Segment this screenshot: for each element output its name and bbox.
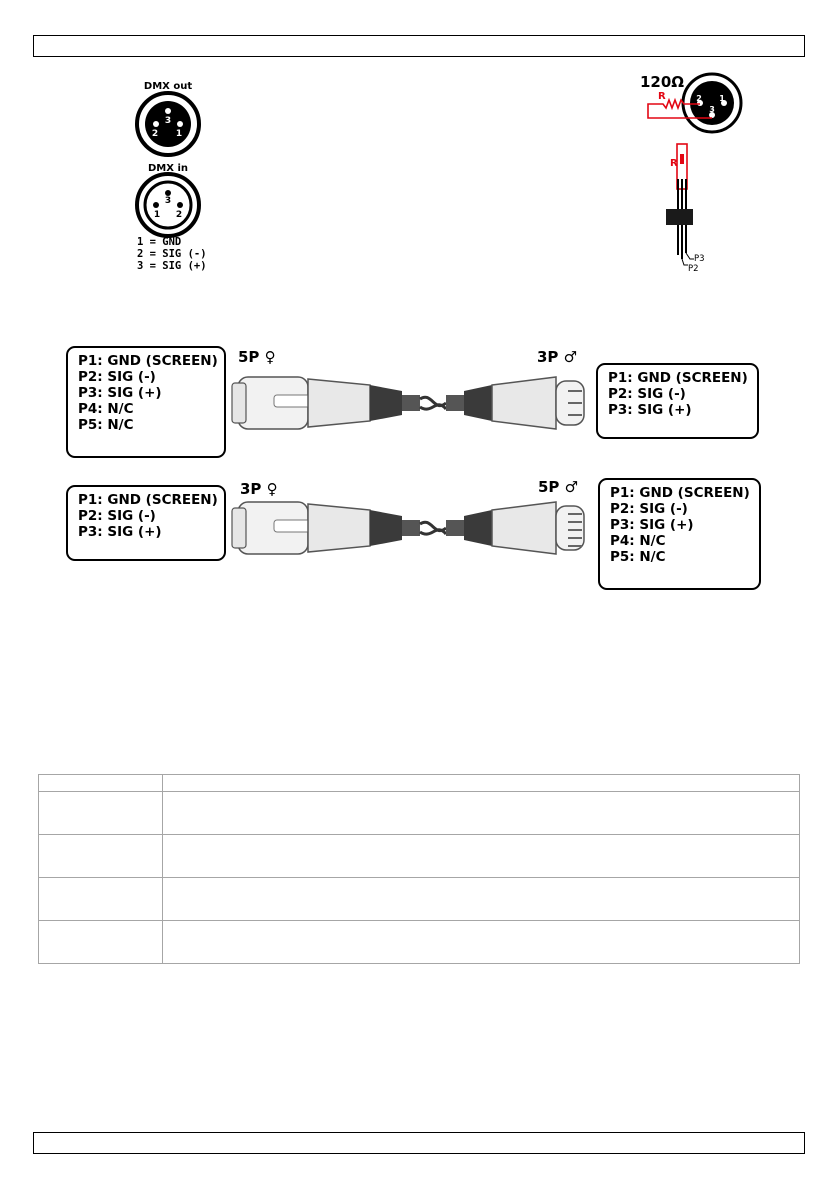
- pin-line: P4: N/C: [610, 533, 666, 549]
- dmx-out-diagram: [128, 78, 208, 158]
- legend-pin-3: 3 = SIG (+): [137, 260, 207, 272]
- page-footer-box: [33, 1132, 805, 1154]
- table-cell: [163, 921, 800, 964]
- cable-2-right-pinout: [598, 478, 761, 590]
- pin-line: P2: SIG (-): [78, 508, 156, 524]
- cable-1-left-connector-label: 5P ♀: [238, 348, 276, 366]
- cable-1-right-pinout: [596, 363, 759, 439]
- terminator-pin-header: [660, 143, 720, 275]
- terminator-pin-1: 1: [719, 94, 725, 103]
- table-cell: [39, 921, 163, 964]
- dmx-out-pin-2: 2: [151, 129, 159, 139]
- dmx-out-pin-3: 3: [164, 116, 172, 126]
- terminator-pin-3: 3: [709, 105, 715, 114]
- pin-line: P1: GND (SCREEN): [78, 353, 218, 369]
- pin-line: P2: SIG (-): [78, 369, 156, 385]
- cable-2-left-pinout: [66, 485, 226, 561]
- cable-1-left-pinout: [66, 346, 226, 458]
- pin-line: P1: GND (SCREEN): [78, 492, 218, 508]
- cable-1-drawing: [220, 355, 610, 450]
- terminator-resistor-label: R: [658, 91, 666, 102]
- table-cell: [39, 835, 163, 878]
- table-row: [39, 921, 800, 964]
- pin-line: P2: SIG (-): [610, 501, 688, 517]
- pin-line: P4: N/C: [78, 401, 134, 417]
- table-cell: [163, 878, 800, 921]
- pin-line: P5: N/C: [610, 549, 666, 565]
- terminator-value: 120Ω: [640, 73, 685, 91]
- spec-table: [38, 774, 800, 964]
- pin-line: P1: GND (SCREEN): [610, 485, 750, 501]
- table-header-row: [39, 775, 800, 792]
- dmx-in-connector-icon: [128, 160, 208, 238]
- table-row: [39, 835, 800, 878]
- dmx-out-label: DMX out: [143, 81, 193, 92]
- legend-pin-1: 1 = GND: [137, 236, 182, 248]
- dmx-in-pin-2: 2: [175, 210, 183, 220]
- pin-label-p2: P2: [688, 264, 699, 274]
- pin-line: P3: SIG (+): [610, 517, 694, 533]
- legend-pin-2: 2 = SIG (-): [137, 248, 207, 260]
- cable-2-left-connector-label: 3P ♀: [240, 480, 278, 498]
- pin-line: P3: SIG (+): [78, 524, 162, 540]
- dmx-out-connector-icon: [128, 78, 208, 158]
- table-row: [39, 878, 800, 921]
- terminator-connector-icon: [636, 70, 746, 136]
- dmx-out-pin-1: 1: [175, 129, 183, 139]
- terminator-diagram: [636, 70, 746, 136]
- pin-line: P3: SIG (+): [78, 385, 162, 401]
- terminator-pin-2: 2: [696, 94, 702, 103]
- cable-2-right-connector-label: 5P ♂: [538, 478, 579, 496]
- table-cell: [163, 835, 800, 878]
- dmx-pin-legend: [137, 236, 207, 272]
- pin-label-p3: P3: [694, 254, 705, 264]
- table-cell: [39, 878, 163, 921]
- pin-line: P1: GND (SCREEN): [608, 370, 748, 386]
- dmx-in-label: DMX in: [148, 163, 188, 174]
- pin-header-resistor-label: R: [670, 158, 678, 169]
- dmx-in-pin-3: 3: [164, 196, 172, 206]
- page-header-box: [33, 35, 805, 57]
- table-cell: [163, 792, 800, 835]
- dmx-in-pin-1: 1: [153, 210, 161, 220]
- xlr-cable-icon: [220, 355, 610, 450]
- table-cell: [163, 775, 800, 792]
- dmx-in-diagram: [128, 160, 208, 238]
- pin-line: P3: SIG (+): [608, 402, 692, 418]
- pin-header-icon: [660, 143, 720, 275]
- pin-line: P2: SIG (-): [608, 386, 686, 402]
- table-cell: [39, 792, 163, 835]
- pin-line: P5: N/C: [78, 417, 134, 433]
- table-row: [39, 792, 800, 835]
- cable-1-right-connector-label: 3P ♂: [537, 348, 578, 366]
- table-cell: [39, 775, 163, 792]
